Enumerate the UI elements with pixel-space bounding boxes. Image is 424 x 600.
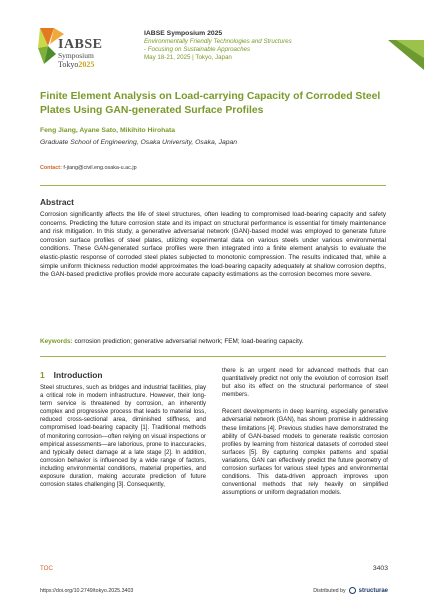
logo-symposium: Symposium [58, 51, 94, 60]
corner-decoration-icon [388, 40, 424, 70]
iabse-symposium-logo [36, 24, 103, 72]
conference-dates: May 18-21, 2025 | Tokyo, Japan [144, 54, 232, 61]
keywords-line [40, 338, 303, 345]
contact-line [40, 165, 137, 171]
conference-info [144, 30, 292, 62]
page-header [0, 0, 424, 80]
section-number: 1 [40, 370, 45, 380]
keywords-text: corrosion prediction; generative adversarial network; FEM; load-bearing capacity. [74, 338, 304, 345]
toc-link[interactable]: TOC [40, 565, 53, 572]
conference-theme-line2: - Focusing on Sustainable Approaches [144, 46, 251, 53]
logo-text [58, 38, 103, 69]
introduction-heading [40, 370, 103, 380]
paper-authors: Feng Jiang, Ayane Sato, Mikihito Hirohata [40, 127, 176, 134]
abstract-text: Corrosion significantly affects the life of steel structures, often leading to compromised load-bearing capacity and safety concerns. Predicting the future corrosion state and its impact on structural performance is essential for timely maintenance and risk mitigation. In this study, a generative adversarial network (GAN)-based model was employed to generate future corrosion surface profiles of steel plates, utilizing experimental data on various steels under various environmental conditions. These GAN-generated surface profiles were then integrated into a finite element analysis to evaluate the elastic-plastic response of corroded steel plates subjected to monotonic compression. The results indicated that, while a simple uniform thickness reduction model approximates the load-bearing capacity adequately at shallow corrosion depths, the GAN-based predictive profiles provide more accurate capacity estimations as the corrosion becomes more severe. [40, 211, 386, 279]
conference-theme-line1: Environmentally Friendly Technologies and Structures [144, 38, 292, 45]
contact-email-link[interactable]: f-jiang@civil.eng.osaka-u.ac.jp [63, 165, 137, 171]
paper-title: Finite Element Analysis on Load-carrying Capacity of Corroded Steel Plates Using GAN-generated Surface Profiles [40, 91, 381, 116]
logo-city-year: Tokyo2025 [58, 60, 95, 69]
conference-title: IABSE Symposium 2025 [144, 30, 223, 37]
right-paragraph-2: Recent developments in deep learning, especially generative adversarial network (GAN), has shown promise in addressing these limitations [4]. Previous studies have demonstrated the ability of GAN-based models to generate realistic corrosion profiles by learning from historical datasets of corroded steel surfaces [5]. By capturing complex patterns and spatial variations, GAN can effectively predict the future geometry of corrosion surfaces for various steel types and environmental conditions. This data-driven approach improves upon conventional methods that rely heavily on simplified assumptions or uniform degradation models. [222, 409, 388, 497]
distributor-name: structurae [358, 587, 388, 594]
keywords-label: Keywords: [40, 338, 73, 345]
introduction-left-column: Steel structures, such as bridges and industrial facilities, play a critical role in modern infrastructure. However, their long-term service is threatened by corrosion, an inherently complex and progressive process that leads to material loss, reduced cross-sectional area, diminished stiffness, and compromised load-bearing capacity [1]. Traditional methods of monitoring corrosion—often relying on visual inspections or empirical assessments—are laborious, prone to inaccuracies, and typically detect damage at a late stage [2]. In addition, corrosion behavior is influenced by a wide range of factors, including environmental conditions, material properties, and exposure duration, making accurate prediction of future corrosion states challenging [3]. Consequently, [40, 385, 206, 489]
right-paragraph-1: there is an urgent need for advanced methods that can quantitatively predict not only the evolution of corrosion itself but also its effect on the structural performance of steel members. [222, 368, 388, 399]
divider-top [40, 185, 386, 186]
doi-link[interactable]: https://doi.org/10.2749/tokyo.2025.3403 [40, 588, 134, 594]
abstract-heading: Abstract [40, 197, 74, 207]
distributed-by-label: Distributed by [313, 587, 346, 594]
page-number: 3403 [372, 565, 388, 572]
distributor-credit [313, 587, 388, 594]
divider-bottom [40, 356, 386, 357]
author-affiliation: Graduate School of Engineering, Osaka University, Osaka, Japan [40, 139, 238, 146]
introduction-right-column [222, 367, 388, 497]
logo-iabse: IABSE [58, 37, 103, 52]
contact-label: Contact: [40, 165, 62, 171]
section-title: Introduction [53, 370, 103, 380]
structurae-logo-icon [349, 587, 356, 594]
